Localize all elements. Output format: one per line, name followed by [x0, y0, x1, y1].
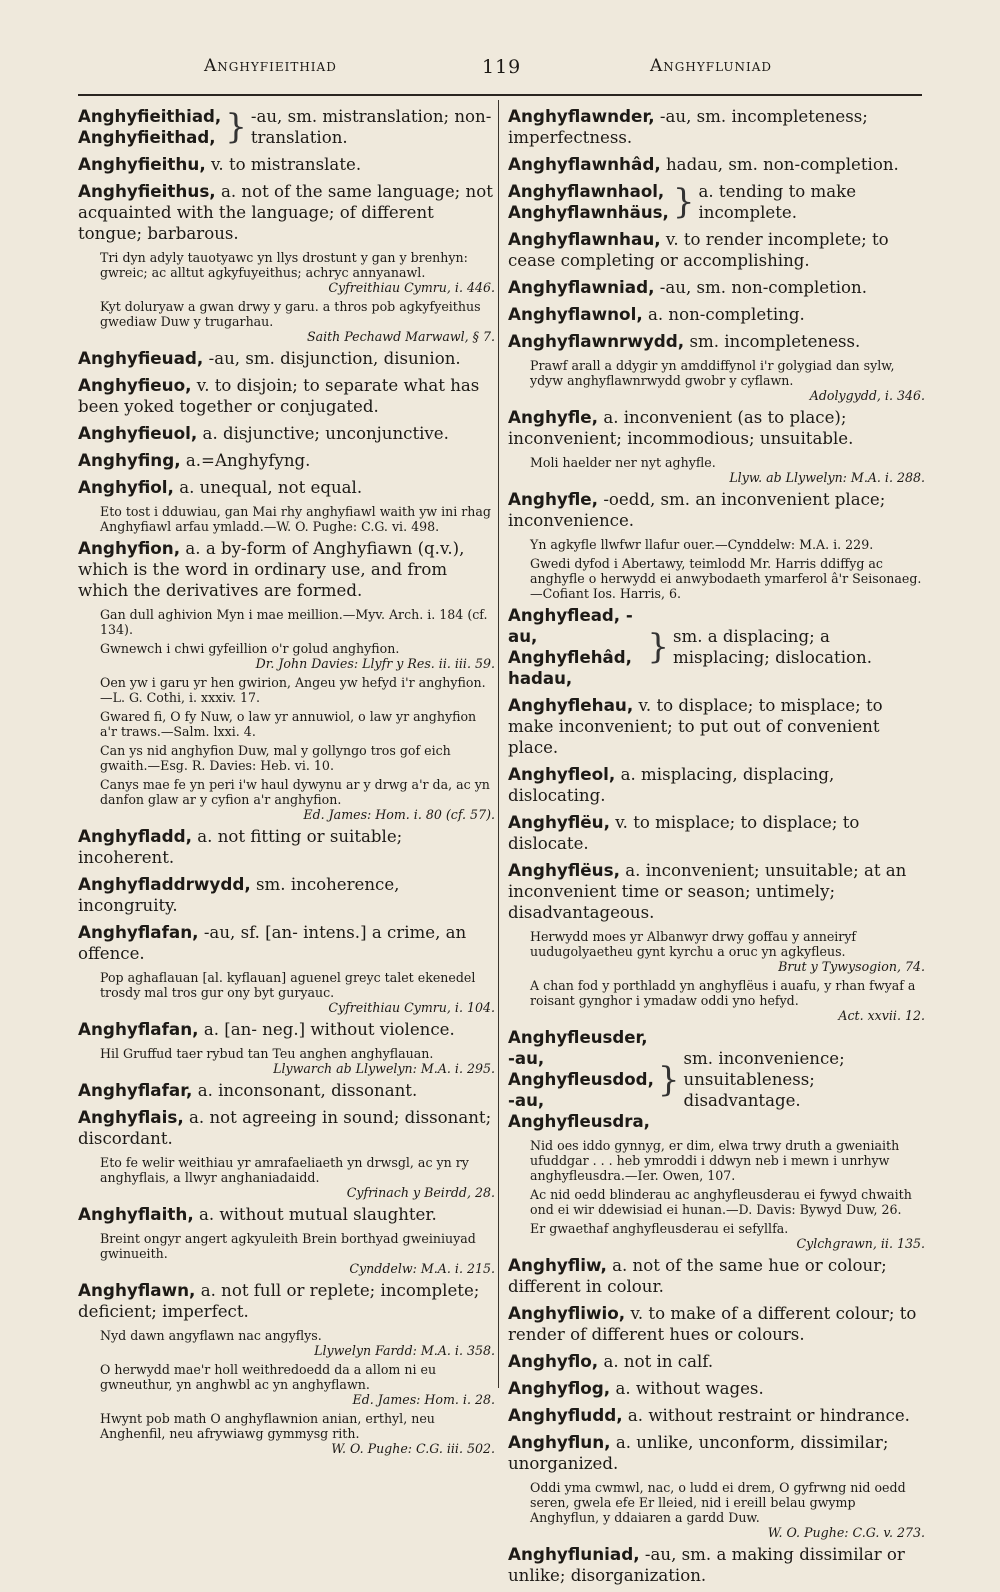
column-divider	[498, 100, 499, 1388]
headword: Anghyflawnhäus,	[508, 203, 669, 222]
headword: Anghyfladd,	[78, 826, 192, 846]
definition: a. inconsonant, dissonant.	[197, 1081, 418, 1100]
quotation	[508, 978, 925, 1023]
quotation-text: Kyt doluryaw a gwan drwy y garu. a thros pob agkyfyeithus gwediaw Duw y trugarhau.	[100, 299, 481, 329]
headword: Anghyfludd,	[508, 1405, 623, 1425]
headword: Anghyflafan,	[78, 922, 199, 942]
quotation	[78, 675, 495, 705]
quotation	[78, 250, 495, 295]
quotation-text: Nyd dawn angyflawn nac angyflys.	[100, 1328, 322, 1343]
dictionary-entry	[78, 181, 495, 244]
headword: Anghyfieuol,	[78, 423, 198, 443]
brace: }	[657, 1059, 680, 1100]
dictionary-entry	[78, 922, 495, 964]
quotation	[78, 299, 495, 344]
definition: v. to mistranslate.	[210, 155, 362, 174]
quotation-source: Brut y Tywysogion, 74.	[778, 959, 925, 974]
headword-group	[78, 106, 221, 148]
definition: a. not full or replete; incomplete; deficient; imperfect.	[78, 1281, 480, 1321]
definition: a. unlike, unconform, dissimilar; unorganized.	[508, 1433, 889, 1473]
quotation-text: Tri dyn adyly tauotyawc yn llys drostunt y gan y brenhyn: gwreic; ac alltut agkyfuyeithus; achryc annyanawl.	[100, 250, 468, 280]
dictionary-entry	[78, 450, 495, 471]
definition: a. not agreeing in sound; dissonant; discordant.	[78, 1108, 492, 1148]
quotation	[508, 929, 925, 974]
quotation	[508, 1480, 925, 1540]
definition: -oedd, sm. an inconvenient place; inconvenience.	[508, 490, 886, 530]
quotation	[78, 709, 495, 739]
headword: Anghyflawnhâd,	[508, 154, 661, 174]
dictionary-entry	[508, 860, 925, 923]
quotation-text: Yn agkyfle llwfwr llafur ouer.—Cynddelw: M.A. i. 229.	[530, 537, 874, 552]
definition: a. inconvenient (as to place); inconvenient; incommodious; unsuitable.	[508, 408, 854, 448]
definition: a. not fitting or suitable; incoherent.	[78, 827, 403, 867]
headword: Anghyfion,	[78, 538, 181, 558]
quotation-text: Eto tost i dduwiau, gan Mai rhy anghyfiawl waith yw ini rhag Anghyfiawl arfau ymladd.—W. O. Pughe: C.G. vi. 498.	[100, 504, 491, 534]
quotation	[508, 1187, 925, 1217]
headword: Anghyfieithus,	[78, 181, 216, 201]
headword: Anghyflawnrwydd,	[508, 331, 685, 351]
dictionary-entry	[78, 538, 495, 601]
headword: Anghyflawnder,	[508, 106, 655, 126]
quotation-source: Act. xxvii. 12.	[838, 1008, 925, 1023]
headword: Anghyfleol,	[508, 764, 616, 784]
headword: Anghyflawn,	[78, 1280, 196, 1300]
headword: Anghyfliw,	[508, 1255, 607, 1275]
quotation-text: Canys mae fe yn peri i'w haul dywynu ar y drwg a'r da, ac yn danfon glaw ar y cyfion a'r anghyfion.	[100, 777, 490, 807]
quotation-text: Prawf arall a ddygir yn amddiffynol i'r golygiad dan sylw, ydyw anghyflawnrwydd gwobr y cyflawn.	[530, 358, 895, 388]
definition: a. not in calf.	[603, 1352, 714, 1371]
quotation	[508, 537, 925, 552]
quotation	[78, 1231, 495, 1276]
definition: sm. inconvenience; unsuitableness; disadvantage.	[683, 1049, 845, 1110]
quotation	[78, 641, 495, 671]
quotation	[78, 777, 495, 822]
quotation	[78, 504, 495, 534]
headword: Anghyflawniad,	[508, 277, 655, 297]
definition: -au, sm. mistranslation; non-translation.	[250, 107, 492, 147]
entry-group	[508, 605, 925, 689]
quotation	[78, 1362, 495, 1407]
quotation-source: Ed. James: Hom. i. 28.	[352, 1392, 495, 1407]
quotation-source: Adolygydd, i. 346.	[809, 388, 925, 403]
headword: Anghyflawnhaol,	[508, 182, 665, 201]
quotation-source: Cylchgrawn, ii. 135.	[796, 1236, 925, 1251]
headword: Anghyflafan,	[78, 1019, 199, 1039]
page-number: 119	[482, 56, 522, 78]
headword-group	[508, 605, 643, 689]
quotation-text: Gan dull aghivion Myn i mae meillion.—Myv. Arch. i. 184 (cf. 134).	[100, 607, 488, 637]
dictionary-entry	[508, 812, 925, 854]
headword: Anghyfieuo,	[78, 375, 192, 395]
dictionary-entry	[508, 1303, 925, 1345]
dictionary-entry	[508, 277, 925, 298]
headword: Anghyflais,	[78, 1107, 184, 1127]
dictionary-entry	[508, 106, 925, 148]
headword: Anghyfieuad,	[78, 348, 204, 368]
dictionary-entry	[78, 874, 495, 916]
dictionary-entry	[78, 375, 495, 417]
headword: Anghyfiol,	[78, 477, 174, 497]
quotation	[78, 970, 495, 1015]
quotation	[78, 1046, 495, 1076]
quotation	[78, 1411, 495, 1456]
header-left-guideword: Anghyfieithiad	[204, 56, 337, 76]
dictionary-entry	[508, 1405, 925, 1426]
entry-group	[78, 106, 495, 148]
dictionary-entry	[78, 1019, 495, 1040]
dictionary-entry	[508, 1544, 925, 1586]
dictionary-entry	[508, 304, 925, 325]
dictionary-entry	[508, 229, 925, 271]
quotation-source: Llywarch ab Llywelyn: M.A. i. 295.	[273, 1061, 495, 1076]
definition: v. to misplace; to displace; to dislocate.	[508, 813, 860, 853]
definition: a. unequal, not equal.	[179, 478, 363, 497]
dictionary-entry	[508, 407, 925, 449]
definition: a. tending to make incomplete.	[698, 182, 857, 222]
headword: Anghyflaith,	[78, 1204, 194, 1224]
definition: sm. incoherence, incongruity.	[78, 875, 400, 915]
quotation-text: Breint ongyr angert agkyuleith Brein borthyad gweiniuyad gwinueith.	[100, 1231, 476, 1261]
quotation-source: W. O. Pughe: C.G. iii. 502.	[331, 1441, 495, 1456]
definition: v. to render incomplete; to cease completing or accomplishing.	[508, 230, 889, 270]
quotation-text: O herwydd mae'r holl weithredoedd da a allom ni eu gwneuthur, yn anghwbl ac yn anghyflawn.	[100, 1362, 437, 1392]
headword: Anghyfieithiad,	[78, 107, 222, 126]
quotation-source: W. O. Pughe: C.G. v. 273.	[767, 1525, 925, 1540]
definition: v. to disjoin; to separate what has been yoked together or conjugated.	[78, 376, 480, 416]
right-column	[508, 106, 925, 1592]
dictionary-entry	[508, 154, 925, 175]
definition: a. not of the same language; not acquainted with the language; of different tongue; barbarous.	[78, 182, 493, 243]
headword: Anghyflun,	[508, 1432, 611, 1452]
definition: a. misplacing, displacing, dislocating.	[508, 765, 835, 805]
headword-group	[508, 1027, 654, 1132]
definition: -au, sm. incompleteness; imperfectness.	[508, 107, 868, 147]
definition: a. disjunctive; unconjunctive.	[202, 424, 449, 443]
headword: Anghyflëus,	[508, 860, 620, 880]
quotation-text: Gwnewch i chwi gyfeillion o'r golud anghyfion.	[100, 641, 400, 656]
definition: sm. a displacing; a misplacing; dislocation.	[672, 627, 872, 667]
definition: v. to displace; to misplace; to make inconvenient; to put out of convenient place.	[508, 696, 883, 757]
brace: }	[647, 627, 669, 667]
quotation-text: Er gwaethaf anghyfleusderau ei sefyllfa.	[530, 1221, 789, 1236]
definition: -au, sm. non-completion.	[659, 278, 867, 297]
quotation-source: Cyfreithiau Cymru, i. 104.	[328, 1000, 495, 1015]
quotation-source: Cynddelw: M.A. i. 215.	[349, 1261, 495, 1276]
headword: Anghyflog,	[508, 1378, 611, 1398]
headword: Anghyflehâd, hadau,	[508, 648, 632, 688]
headword: Anghyflo,	[508, 1351, 599, 1371]
definition: a. without mutual slaughter.	[198, 1205, 437, 1224]
dictionary-entry	[508, 1378, 925, 1399]
quotation	[78, 1328, 495, 1358]
definition: -au, sf. [an- intens.] a crime, an offence.	[78, 923, 467, 963]
headword: Anghyflehau,	[508, 695, 634, 715]
quotation-text: Pop aghaflauan [al. kyflauan] aguenel greyc talet ekenedel trosdy mal tros gur ony byt guryauc.	[100, 970, 476, 1000]
definition: a. without wages.	[615, 1379, 764, 1398]
quotation-text: Moli haelder ner nyt aghyfle.	[530, 455, 716, 470]
headword: Anghyfleusder, -au,	[508, 1028, 648, 1068]
definition: v. to make of a different colour; to render of different hues or colours.	[508, 1304, 917, 1344]
entry-group	[508, 181, 925, 223]
headword: Anghyfing,	[78, 450, 181, 470]
definition: -au, sm. disjunction, disunion.	[208, 349, 461, 368]
quotation	[78, 743, 495, 773]
definition: hadau, sm. non-completion.	[665, 155, 899, 174]
dictionary-entry	[78, 423, 495, 444]
quotation-text: Ac nid oedd blinderau ac anghyfleusderau ei fywyd chwaith ond ei wir ddewisiad ei hunan.—D. Davis: Bywyd Duw, 26.	[530, 1187, 912, 1217]
dictionary-entry	[78, 477, 495, 498]
dictionary-entry	[78, 1080, 495, 1101]
definition: a. not of the same hue or colour; different in colour.	[508, 1256, 887, 1296]
brace: }	[672, 182, 695, 222]
quotation	[508, 1138, 925, 1183]
quotation-text: Oen yw i garu yr hen gwirion, Angeu yw hefyd i'r anghyfion.—L. G. Cothi, i. xxxiv. 17.	[100, 675, 486, 705]
dictionary-entry	[508, 695, 925, 758]
definition: a. without restraint or hindrance.	[627, 1406, 910, 1425]
dictionary-entry	[78, 348, 495, 369]
quotation	[508, 358, 925, 403]
quotation-source: Cyfreithiau Cymru, i. 446.	[328, 280, 495, 295]
quotation-source: Saith Pechawd Marwawl, § 7.	[306, 329, 495, 344]
definition: a. a by-form of Anghyfiawn (q.v.), which is the word in ordinary use, and from which the derivatives are formed.	[78, 539, 465, 600]
dictionary-entry	[78, 1280, 495, 1322]
headword: Anghyflawnhau,	[508, 229, 661, 249]
quotation-source: Llywelyn Fardd: M.A. i. 358.	[314, 1343, 495, 1358]
quotation	[508, 455, 925, 485]
quotation-text: Hil Gruffud taer rybud tan Teu anghen anghyflauan.	[100, 1046, 434, 1061]
quotation-text: Can ys nid anghyfion Duw, mal y gollyngo tros gof eich gwaith.—Esg. R. Davies: Heb. vi. 10.	[100, 743, 451, 773]
definition: a. inconvenient; unsuitable; at an inconvenient time or season; untimely; disadvantageous.	[508, 861, 907, 922]
headword: Anghyflafar,	[78, 1080, 193, 1100]
brace: }	[225, 107, 247, 147]
dictionary-entry	[508, 1351, 925, 1372]
dictionary-entry	[508, 764, 925, 806]
quotation	[78, 607, 495, 637]
quotation-source: Dr. John Davies: Llyfr y Res. ii. iii. 59.	[255, 656, 495, 671]
quotation-text: A chan fod y porthladd yn anghyflëus i auafu, y rhan fwyaf a roisant gynghor i ymadaw oddi yno hefyd.	[530, 978, 916, 1008]
definition: sm. incompleteness.	[689, 332, 861, 351]
headword: Anghyfieithad,	[78, 128, 216, 147]
dictionary-entry	[508, 331, 925, 352]
headword: Anghyflawnol,	[508, 304, 643, 324]
headword-group	[508, 181, 669, 223]
definition: a.=Anghyfyng.	[185, 451, 311, 470]
dictionary-entry	[508, 489, 925, 531]
dictionary-entry	[508, 1432, 925, 1474]
quotation-text: Herwydd moes yr Albanwyr drwy goffau y anneiryf uudugolyaetheu gynt kyrchu a oruc yn agkyfleus.	[530, 929, 857, 959]
quotation	[78, 1155, 495, 1200]
quotation-text: Nid oes iddo gynnyg, er dim, elwa trwy druth a gweniaith ufuddgar . . . heb ymroddi i ddwyn neb i mewn i unrhyw anghyfleusdra.—Ier. Owen, 107.	[530, 1138, 900, 1183]
dictionary-entry	[508, 1255, 925, 1297]
header-right-guideword: Anghyfluniad	[650, 56, 773, 76]
dictionary-entry	[78, 1204, 495, 1225]
dictionary-entry	[78, 826, 495, 868]
quotation-source: Llyw. ab Llywelyn: M.A. i. 288.	[729, 470, 925, 485]
definition: -au, sm. a making dissimilar or unlike; disorganization.	[508, 1545, 905, 1585]
headword: Anghyflëu,	[508, 812, 610, 832]
quotation	[508, 556, 925, 601]
header-rule	[78, 94, 922, 96]
headword: Anghyfladdrwydd,	[78, 874, 251, 894]
headword: Anghyfluniad,	[508, 1544, 640, 1564]
dictionary-entry	[78, 154, 495, 175]
definition: a. [an- neg.] without violence.	[203, 1020, 455, 1039]
dictionary-entry	[78, 1107, 495, 1149]
definition: a. non-completing.	[647, 305, 805, 324]
headword: Anghyfle,	[508, 489, 599, 509]
headword: Anghyfieithu,	[78, 154, 206, 174]
headword: Anghyfliwio,	[508, 1303, 626, 1323]
quotation	[508, 1221, 925, 1251]
headword: Anghyfle,	[508, 407, 599, 427]
headword: Anghyfleusdra,	[508, 1112, 650, 1131]
quotation-text: Gwared fi, O fy Nuw, o law yr annuwiol, o law yr anghyfion a'r traws.—Salm. lxxi. 4.	[100, 709, 477, 739]
headword: Anghyflead, -au,	[508, 606, 633, 646]
left-column	[78, 106, 495, 1460]
page-header	[78, 56, 922, 82]
quotation-text: Eto fe welir weithiau yr amrafaeliaeth yn drwsgl, ac yn ry anghyflais, a llwyr anghaniadaidd.	[100, 1155, 469, 1185]
entry-group	[508, 1027, 925, 1132]
quotation-text: Gwedi dyfod i Abertawy, teimlodd Mr. Harris ddiffyg ac anghyfle o herwydd ei anwybodaeth ymarferol â'r Seisonaeg.—Cofiant Ios. Harris, 6.	[530, 556, 922, 601]
headword: Anghyfleusdod, -au,	[508, 1070, 654, 1110]
quotation-source: Cyfrinach y Beirdd, 28.	[346, 1185, 495, 1200]
quotation-text: Oddi yma cwmwl, nac, o ludd ei drem, O gyfrwng nid oedd seren, gwela efe Er lleied, nid i ereill belau gwymp Anghyflun, y ddaiaren a gardd Duw.	[530, 1480, 906, 1525]
quotation-source: Ed. James: Hom. i. 80 (cf. 57).	[303, 807, 495, 822]
quotation-text: Hwynt pob math O anghyflawnion anian, erthyl, neu Anghenfil, neu afrywiawg gymmysg rith.	[100, 1411, 435, 1441]
